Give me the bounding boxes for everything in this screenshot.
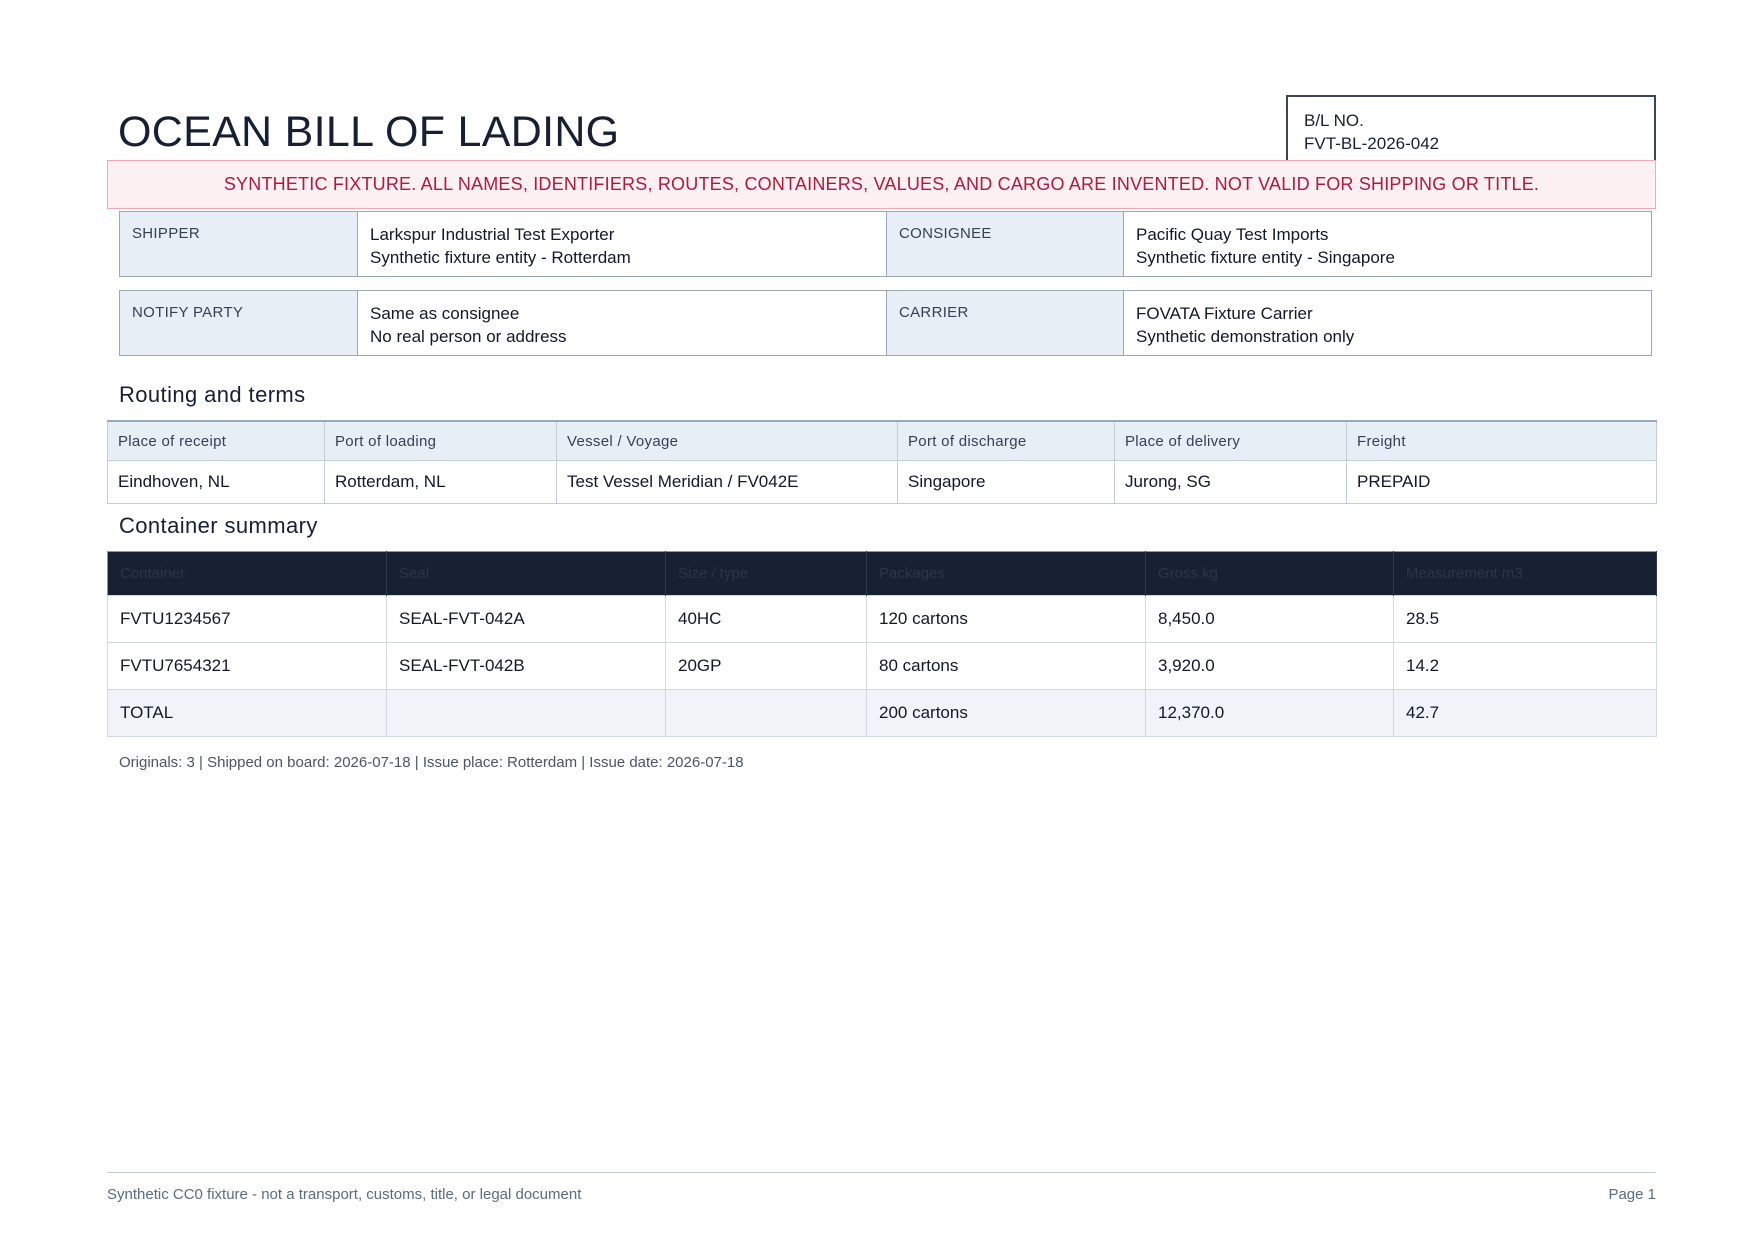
routing-table xyxy=(107,420,1657,504)
carrier-detail: Synthetic demonstration only xyxy=(1136,327,1355,346)
total-label: TOTAL xyxy=(108,690,387,737)
shipper-label: SHIPPER xyxy=(120,212,358,276)
routing-header-cell: Place of receipt xyxy=(108,421,325,461)
routing-header-cell: Vessel / Voyage xyxy=(557,421,898,461)
notify-party-value xyxy=(358,291,887,355)
total-row xyxy=(108,690,1657,737)
routing-header-cell: Place of delivery xyxy=(1115,421,1347,461)
routing-header-row xyxy=(108,421,1657,461)
packages: 120 cartons xyxy=(867,596,1146,643)
parties-row-2 xyxy=(119,290,1652,356)
notify-party-name: Same as consignee xyxy=(370,304,520,323)
port-of-loading: Rotterdam, NL xyxy=(325,461,557,504)
place-of-receipt: Eindhoven, NL xyxy=(108,461,325,504)
shipper-detail: Synthetic fixture entity - Rotterdam xyxy=(370,248,631,267)
seal-number: SEAL-FVT-042B xyxy=(387,643,666,690)
shipper-value xyxy=(358,212,887,276)
total-seal-empty xyxy=(387,690,666,737)
consignee-label: CONSIGNEE xyxy=(887,212,1124,276)
container-section-title: Container summary xyxy=(119,513,318,538)
container-header-cell: Packages xyxy=(867,552,1146,596)
total-gross-kg: 12,370.0 xyxy=(1146,690,1394,737)
bl-number-value: FVT-BL-2026-042 xyxy=(1304,134,1440,153)
container-id: FVTU1234567 xyxy=(108,596,387,643)
document-title: OCEAN BILL OF LADING xyxy=(118,108,620,156)
consignee-detail: Synthetic fixture entity - Singapore xyxy=(1136,248,1395,267)
issue-details-note: Originals: 3 | Shipped on board: 2026-07-18 | Issue place: Rotterdam | Issue date: 2026-07-18 xyxy=(119,754,744,771)
notify-party-detail: No real person or address xyxy=(370,327,567,346)
bl-number-label: B/L NO. xyxy=(1304,111,1364,130)
synthetic-disclaimer-banner: SYNTHETIC FIXTURE. ALL NAMES, IDENTIFIERS, ROUTES, CONTAINERS, VALUES, AND CARGO ARE INVENTED. NOT VALID FOR SHIPPING OR TITLE. xyxy=(107,160,1656,209)
table-row xyxy=(108,643,1657,690)
container-header-cell: Measurement m3 xyxy=(1394,552,1657,596)
shipper-name: Larkspur Industrial Test Exporter xyxy=(370,225,615,244)
measurement-m3: 28.5 xyxy=(1394,596,1657,643)
size-type: 20GP xyxy=(666,643,867,690)
consignee-value xyxy=(1124,212,1651,276)
port-of-discharge: Singapore xyxy=(898,461,1115,504)
routing-header-cell: Freight xyxy=(1347,421,1657,461)
total-size-empty xyxy=(666,690,867,737)
carrier-name: FOVATA Fixture Carrier xyxy=(1136,304,1313,323)
container-header-cell: Size / type xyxy=(666,552,867,596)
footer-disclaimer: Synthetic CC0 fixture - not a transport, customs, title, or legal document xyxy=(107,1186,582,1203)
parties-row-1 xyxy=(119,211,1652,277)
container-header-cell: Seal xyxy=(387,552,666,596)
container-header-cell: Gross kg xyxy=(1146,552,1394,596)
container-table xyxy=(107,551,1657,737)
routing-section-title: Routing and terms xyxy=(119,382,306,407)
container-id: FVTU7654321 xyxy=(108,643,387,690)
gross-kg: 3,920.0 xyxy=(1146,643,1394,690)
consignee-name: Pacific Quay Test Imports xyxy=(1136,225,1329,244)
page-number: Page 1 xyxy=(1608,1186,1656,1203)
total-packages: 200 cartons xyxy=(867,690,1146,737)
footer-divider xyxy=(107,1172,1656,1173)
measurement-m3: 14.2 xyxy=(1394,643,1657,690)
container-header-row xyxy=(108,552,1657,596)
table-row xyxy=(108,596,1657,643)
packages: 80 cartons xyxy=(867,643,1146,690)
place-of-delivery: Jurong, SG xyxy=(1115,461,1347,504)
total-measurement-m3: 42.7 xyxy=(1394,690,1657,737)
routing-value-row xyxy=(108,461,1657,504)
routing-header-cell: Port of discharge xyxy=(898,421,1115,461)
routing-header-cell: Port of loading xyxy=(325,421,557,461)
bl-number-box xyxy=(1286,95,1656,161)
container-header-cell: Container xyxy=(108,552,387,596)
size-type: 40HC xyxy=(666,596,867,643)
carrier-label: CARRIER xyxy=(887,291,1124,355)
freight-terms: PREPAID xyxy=(1347,461,1657,504)
vessel-voyage: Test Vessel Meridian / FV042E xyxy=(557,461,898,504)
notify-party-label: NOTIFY PARTY xyxy=(120,291,358,355)
carrier-value xyxy=(1124,291,1651,355)
seal-number: SEAL-FVT-042A xyxy=(387,596,666,643)
gross-kg: 8,450.0 xyxy=(1146,596,1394,643)
